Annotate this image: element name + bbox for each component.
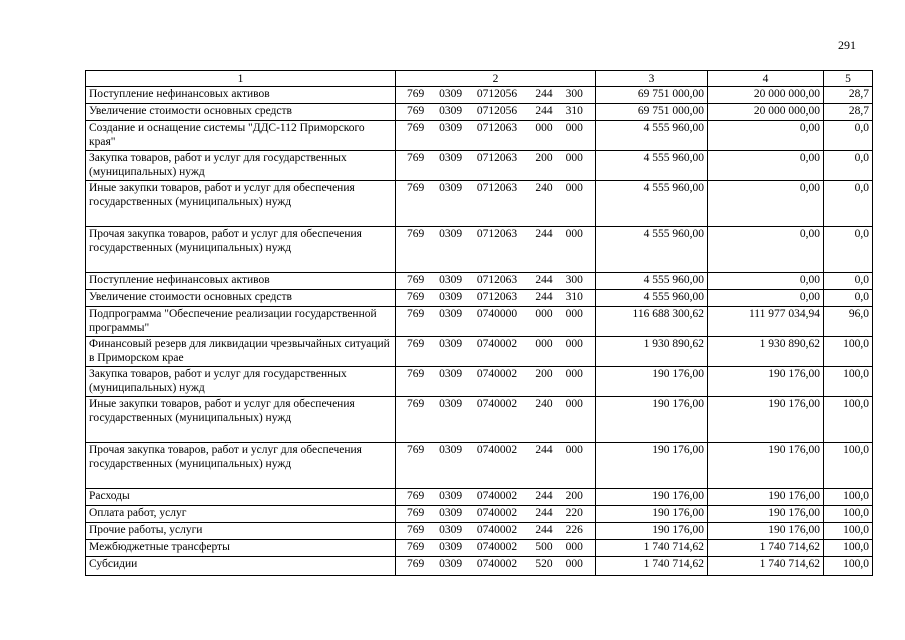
plan-amount: 4 555 960,00 — [596, 273, 708, 290]
code-section: 0309 — [439, 274, 463, 286]
code-section: 0309 — [439, 228, 463, 240]
execution-percent: 100,0 — [824, 367, 873, 397]
code-grbs: 769 — [407, 444, 425, 456]
row-codes — [396, 397, 596, 443]
code-grbs: 769 — [407, 490, 425, 502]
row-codes — [396, 181, 596, 227]
row-name: Поступление нефинансовых активов — [86, 273, 396, 290]
header-col-4: 4 — [708, 71, 824, 87]
row-name: Субсидии — [86, 557, 396, 576]
code-kosgu: 000 — [565, 152, 583, 164]
actual-amount: 1 740 714,62 — [708, 557, 824, 576]
code-expense-type: 240 — [535, 398, 553, 410]
table-row — [86, 151, 873, 181]
actual-amount: 190 176,00 — [708, 489, 824, 506]
table-row — [86, 227, 873, 273]
row-name: Иные закупки товаров, работ и услуг для обеспечения государственных (муниципальных) нужд — [86, 181, 396, 227]
code-kosgu: 000 — [565, 338, 583, 350]
code-group — [399, 489, 592, 503]
row-codes — [396, 557, 596, 576]
code-expense-type: 244 — [535, 105, 553, 117]
code-target: 0740002 — [476, 558, 518, 570]
code-section: 0309 — [439, 368, 463, 380]
code-grbs: 769 — [407, 182, 425, 194]
row-name: Закупка товаров, работ и услуг для государственных (муниципальных) нужд — [86, 151, 396, 181]
plan-amount: 190 176,00 — [596, 523, 708, 540]
row-codes — [396, 523, 596, 540]
code-expense-type: 000 — [535, 308, 553, 320]
row-codes — [396, 151, 596, 181]
code-target: 0740002 — [476, 368, 518, 380]
code-group — [399, 290, 592, 304]
code-grbs: 769 — [407, 274, 425, 286]
actual-amount: 190 176,00 — [708, 523, 824, 540]
code-group — [399, 397, 592, 411]
code-expense-type: 244 — [535, 274, 553, 286]
row-codes — [396, 443, 596, 489]
execution-percent: 0,0 — [824, 227, 873, 273]
plan-amount: 4 555 960,00 — [596, 227, 708, 273]
code-kosgu: 300 — [565, 88, 583, 100]
row-name: Поступление нефинансовых активов — [86, 87, 396, 104]
code-kosgu: 000 — [565, 541, 583, 553]
code-group — [399, 227, 592, 241]
code-group — [399, 367, 592, 381]
code-kosgu: 310 — [565, 105, 583, 117]
table-row — [86, 557, 873, 576]
code-target: 0712063 — [476, 152, 518, 164]
code-expense-type: 520 — [535, 558, 553, 570]
code-kosgu: 300 — [565, 274, 583, 286]
actual-amount: 1 740 714,62 — [708, 540, 824, 557]
code-kosgu: 000 — [565, 228, 583, 240]
row-name: Прочие работы, услуги — [86, 523, 396, 540]
header-col-3: 3 — [596, 71, 708, 87]
code-target: 0712063 — [476, 274, 518, 286]
code-grbs: 769 — [407, 338, 425, 350]
table-row — [86, 307, 873, 337]
actual-amount: 1 930 890,62 — [708, 337, 824, 367]
code-section: 0309 — [439, 490, 463, 502]
actual-amount: 0,00 — [708, 181, 824, 227]
plan-amount: 4 555 960,00 — [596, 181, 708, 227]
code-expense-type: 244 — [535, 524, 553, 536]
execution-percent: 0,0 — [824, 121, 873, 151]
header-col-2: 2 — [396, 71, 596, 87]
code-target: 0740002 — [476, 541, 518, 553]
row-name: Создание и оснащение системы "ДДС-112 Приморского края" — [86, 121, 396, 151]
table-row — [86, 273, 873, 290]
table-row — [86, 104, 873, 121]
code-group — [399, 181, 592, 195]
row-codes — [396, 290, 596, 307]
plan-amount: 4 555 960,00 — [596, 290, 708, 307]
code-kosgu: 000 — [565, 122, 583, 134]
code-expense-type: 200 — [535, 368, 553, 380]
code-grbs: 769 — [407, 368, 425, 380]
code-target: 0740000 — [476, 308, 518, 320]
actual-amount: 20 000 000,00 — [708, 104, 824, 121]
code-grbs: 769 — [407, 524, 425, 536]
plan-amount: 116 688 300,62 — [596, 307, 708, 337]
row-name: Иные закупки товаров, работ и услуг для обеспечения государственных (муниципальных) нужд — [86, 397, 396, 443]
table-row — [86, 87, 873, 104]
code-target: 0740002 — [476, 490, 518, 502]
plan-amount: 190 176,00 — [596, 506, 708, 523]
code-grbs: 769 — [407, 558, 425, 570]
code-expense-type: 244 — [535, 291, 553, 303]
code-grbs: 769 — [407, 308, 425, 320]
execution-percent: 100,0 — [824, 489, 873, 506]
code-section: 0309 — [439, 524, 463, 536]
code-target: 0712063 — [476, 291, 518, 303]
code-target: 0712063 — [476, 228, 518, 240]
table-row — [86, 181, 873, 227]
code-section: 0309 — [439, 291, 463, 303]
code-target: 0740002 — [476, 524, 518, 536]
actual-amount: 0,00 — [708, 151, 824, 181]
plan-amount: 4 555 960,00 — [596, 151, 708, 181]
code-group — [399, 523, 592, 537]
plan-amount: 69 751 000,00 — [596, 87, 708, 104]
table-row — [86, 397, 873, 443]
code-grbs: 769 — [407, 105, 425, 117]
plan-amount: 1 930 890,62 — [596, 337, 708, 367]
code-kosgu: 000 — [565, 368, 583, 380]
code-section: 0309 — [439, 558, 463, 570]
row-codes — [396, 87, 596, 104]
code-kosgu: 226 — [565, 524, 583, 536]
row-name: Закупка товаров, работ и услуг для государственных (муниципальных) нужд — [86, 367, 396, 397]
plan-amount: 4 555 960,00 — [596, 121, 708, 151]
actual-amount: 0,00 — [708, 227, 824, 273]
code-target: 0712056 — [476, 105, 518, 117]
plan-amount: 190 176,00 — [596, 367, 708, 397]
page-number: 291 — [838, 38, 856, 52]
row-codes — [396, 121, 596, 151]
actual-amount: 20 000 000,00 — [708, 87, 824, 104]
code-expense-type: 200 — [535, 152, 553, 164]
code-group — [399, 506, 592, 520]
row-name: Подпрограмма "Обеспечение реализации государственной программы" — [86, 307, 396, 337]
code-expense-type: 000 — [535, 122, 553, 134]
code-group — [399, 337, 592, 351]
code-section: 0309 — [439, 308, 463, 320]
actual-amount: 0,00 — [708, 273, 824, 290]
code-kosgu: 000 — [565, 558, 583, 570]
row-name: Прочая закупка товаров, работ и услуг для обеспечения государственных (муниципальных) нужд — [86, 227, 396, 273]
row-name: Увеличение стоимости основных средств — [86, 290, 396, 307]
code-grbs: 769 — [407, 291, 425, 303]
table-row — [86, 121, 873, 151]
execution-percent: 100,0 — [824, 506, 873, 523]
code-kosgu: 200 — [565, 490, 583, 502]
code-section: 0309 — [439, 541, 463, 553]
code-group — [399, 273, 592, 287]
row-codes — [396, 273, 596, 290]
row-name: Прочая закупка товаров, работ и услуг для обеспечения государственных (муниципальных) нужд — [86, 443, 396, 489]
execution-percent: 0,0 — [824, 181, 873, 227]
code-expense-type: 000 — [535, 338, 553, 350]
code-grbs: 769 — [407, 228, 425, 240]
code-section: 0309 — [439, 338, 463, 350]
code-group — [399, 87, 592, 101]
row-codes — [396, 307, 596, 337]
plan-amount: 69 751 000,00 — [596, 104, 708, 121]
execution-percent: 100,0 — [824, 443, 873, 489]
row-codes — [396, 540, 596, 557]
code-section: 0309 — [439, 182, 463, 194]
actual-amount: 190 176,00 — [708, 443, 824, 489]
code-expense-type: 244 — [535, 490, 553, 502]
row-codes — [396, 489, 596, 506]
code-grbs: 769 — [407, 122, 425, 134]
code-target: 0712056 — [476, 88, 518, 100]
execution-percent: 100,0 — [824, 397, 873, 443]
table-row — [86, 367, 873, 397]
row-codes — [396, 104, 596, 121]
actual-amount: 190 176,00 — [708, 397, 824, 443]
actual-amount: 0,00 — [708, 121, 824, 151]
execution-percent: 100,0 — [824, 540, 873, 557]
code-kosgu: 310 — [565, 291, 583, 303]
plan-amount: 190 176,00 — [596, 397, 708, 443]
actual-amount: 111 977 034,94 — [708, 307, 824, 337]
code-expense-type: 244 — [535, 507, 553, 519]
header-col-1: 1 — [86, 71, 396, 87]
code-section: 0309 — [439, 105, 463, 117]
table-row — [86, 489, 873, 506]
row-codes — [396, 506, 596, 523]
code-expense-type: 500 — [535, 541, 553, 553]
actual-amount: 190 176,00 — [708, 367, 824, 397]
code-section: 0309 — [439, 398, 463, 410]
row-codes — [396, 337, 596, 367]
table-row — [86, 290, 873, 307]
code-kosgu: 000 — [565, 398, 583, 410]
table-row — [86, 443, 873, 489]
code-target: 0712063 — [476, 122, 518, 134]
code-target: 0740002 — [476, 444, 518, 456]
execution-percent: 100,0 — [824, 337, 873, 367]
plan-amount: 1 740 714,62 — [596, 557, 708, 576]
plan-amount: 190 176,00 — [596, 443, 708, 489]
table-row — [86, 540, 873, 557]
table-row — [86, 506, 873, 523]
header-col-5: 5 — [824, 71, 873, 87]
code-grbs: 769 — [407, 88, 425, 100]
execution-percent: 0,0 — [824, 151, 873, 181]
code-section: 0309 — [439, 88, 463, 100]
row-name: Межбюджетные трансферты — [86, 540, 396, 557]
row-name: Финансовый резерв для ликвидации чрезвычайных ситуаций в Приморском крае — [86, 337, 396, 367]
row-name: Оплата работ, услуг — [86, 506, 396, 523]
table-row — [86, 523, 873, 540]
execution-percent: 100,0 — [824, 523, 873, 540]
code-grbs: 769 — [407, 507, 425, 519]
code-section: 0309 — [439, 444, 463, 456]
execution-percent: 28,7 — [824, 87, 873, 104]
code-grbs: 769 — [407, 398, 425, 410]
code-group — [399, 104, 592, 118]
execution-percent: 100,0 — [824, 557, 873, 576]
code-group — [399, 540, 592, 554]
code-target: 0740002 — [476, 507, 518, 519]
code-group — [399, 443, 592, 457]
table-header-row — [86, 71, 873, 87]
code-section: 0309 — [439, 507, 463, 519]
code-kosgu: 000 — [565, 444, 583, 456]
code-expense-type: 244 — [535, 228, 553, 240]
code-grbs: 769 — [407, 541, 425, 553]
code-expense-type: 240 — [535, 182, 553, 194]
row-name: Расходы — [86, 489, 396, 506]
plan-amount: 190 176,00 — [596, 489, 708, 506]
code-kosgu: 220 — [565, 507, 583, 519]
code-expense-type: 244 — [535, 88, 553, 100]
code-group — [399, 151, 592, 165]
code-group — [399, 557, 592, 571]
code-grbs: 769 — [407, 152, 425, 164]
code-target: 0712063 — [476, 182, 518, 194]
execution-percent: 28,7 — [824, 104, 873, 121]
table-body — [86, 87, 873, 576]
code-kosgu: 000 — [565, 308, 583, 320]
code-kosgu: 000 — [565, 182, 583, 194]
actual-amount: 190 176,00 — [708, 506, 824, 523]
code-target: 0740002 — [476, 398, 518, 410]
execution-percent: 0,0 — [824, 273, 873, 290]
execution-percent: 96,0 — [824, 307, 873, 337]
code-group — [399, 121, 592, 135]
code-section: 0309 — [439, 152, 463, 164]
row-codes — [396, 227, 596, 273]
execution-percent: 0,0 — [824, 290, 873, 307]
row-codes — [396, 367, 596, 397]
row-name: Увеличение стоимости основных средств — [86, 104, 396, 121]
code-section: 0309 — [439, 122, 463, 134]
code-expense-type: 244 — [535, 444, 553, 456]
code-group — [399, 307, 592, 321]
plan-amount: 1 740 714,62 — [596, 540, 708, 557]
code-target: 0740002 — [476, 338, 518, 350]
actual-amount: 0,00 — [708, 290, 824, 307]
budget-table — [85, 70, 873, 576]
table-row — [86, 337, 873, 367]
